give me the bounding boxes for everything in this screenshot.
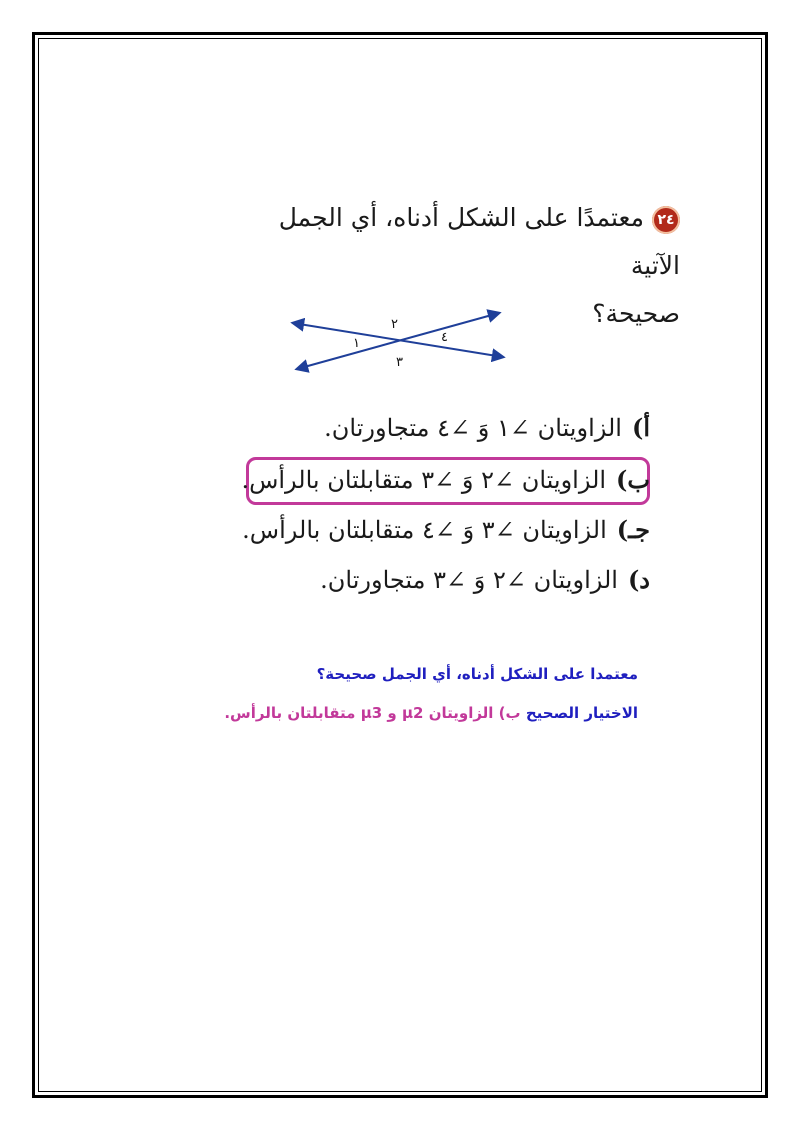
- angle-label-4: ٤: [441, 330, 448, 345]
- answer-line: [224, 704, 638, 722]
- option-a-text: الزاويتان ∠١ وَ ∠٤ متجاورتان.: [324, 414, 622, 442]
- option-a: [324, 410, 650, 446]
- answer-prefix: الاختيار الصحيح: [525, 704, 638, 722]
- option-d-letter: د): [627, 565, 650, 594]
- question-number-badge: ٢٤: [652, 206, 680, 234]
- question-line-2: صحيحة؟: [592, 299, 680, 328]
- option-c-text: الزاويتان ∠٣ وَ ∠٤ متقابلتان بالرأس.: [242, 516, 607, 544]
- intersecting-lines-figure: [285, 305, 515, 385]
- option-c-letter: جـ): [616, 515, 650, 544]
- option-d-text: الزاويتان ∠٢ وَ ∠٣ متجاورتان.: [320, 566, 618, 594]
- angle-label-1: ١: [353, 336, 360, 351]
- angle-label-3: ٣: [396, 355, 403, 370]
- angle-label-2: ٢: [391, 317, 398, 332]
- option-c: [242, 512, 650, 548]
- option-b-letter: ب): [616, 465, 650, 494]
- question-line-1: معتمدًا على الشكل أدناه، أي الجمل الآتية: [278, 203, 680, 280]
- option-d: [320, 562, 650, 598]
- answer-question: معتمدا على الشكل أدناه، أي الجمل صحيحة؟: [316, 665, 638, 683]
- option-b: [241, 462, 650, 498]
- option-b-text: الزاويتان ∠٢ وَ ∠٣ متقابلتان بالرأس.: [241, 466, 607, 494]
- option-a-letter: أ): [631, 413, 650, 442]
- answer-choice: ب) الزاويتان: [428, 704, 521, 722]
- answer-detail: μ2 و μ3 متقابلتان بالرأس.: [224, 704, 424, 722]
